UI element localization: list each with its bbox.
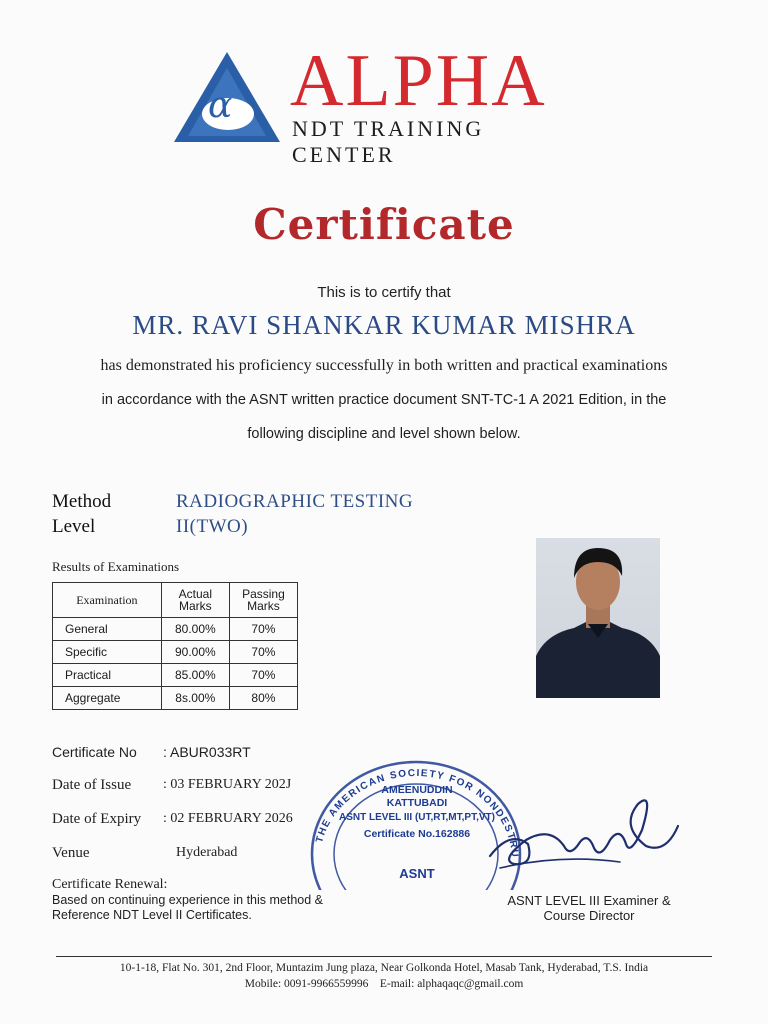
person-silhouette-icon bbox=[536, 538, 660, 698]
row-actual: 80.00% bbox=[161, 618, 229, 641]
row-actual: 90.00% bbox=[161, 641, 229, 664]
footer-divider bbox=[56, 956, 712, 957]
row-passing: 70% bbox=[229, 664, 297, 687]
certificate-title: Certificate bbox=[253, 200, 515, 249]
results-title: Results of Examinations bbox=[52, 559, 180, 574]
header-examination: Examination bbox=[53, 583, 162, 618]
seal-certificate-no: Certificate No.162886 bbox=[363, 828, 471, 840]
table-row bbox=[53, 641, 298, 664]
logo-subtitle: NDT TRAINING CENTER bbox=[292, 116, 485, 167]
method-label: Method bbox=[52, 491, 112, 512]
footer-contact: Mobile: 0091-9966559996 E-mail: alphaqaqc@gmail.com bbox=[244, 978, 524, 990]
results-header-row bbox=[53, 583, 298, 618]
proficiency-line-3: following discipline and level shown below. bbox=[247, 426, 521, 442]
footer-address: 10-1-18, Flat No. 301, 2nd Floor, Muntazim Jung plaza, Near Golkonda Hotel, Masab Tank, Hyderabad, T.S. India bbox=[119, 962, 649, 974]
seal-bottom-text: ASNT bbox=[399, 866, 435, 881]
renewal-line-1: Based on continuing experience in this method & bbox=[52, 893, 324, 907]
examiner-signature-icon bbox=[470, 770, 690, 890]
seal-name-1: AMEENUDDIN bbox=[381, 784, 453, 796]
logo-wordmark: ALPHA bbox=[290, 40, 547, 122]
date-issue-label: Date of Issue bbox=[52, 777, 132, 793]
row-passing: 80% bbox=[229, 687, 297, 710]
row-passing: 70% bbox=[229, 641, 297, 664]
alpha-logo bbox=[172, 40, 592, 167]
recipient-photo bbox=[536, 538, 660, 698]
level-label: Level bbox=[52, 516, 96, 537]
date-expiry-value: : 02 FEBRUARY 2026 bbox=[163, 811, 293, 826]
row-examination: Practical bbox=[53, 664, 162, 687]
date-issue-value: : 03 FEBRUARY 202J bbox=[163, 777, 292, 792]
date-expiry-label: Date of Expiry bbox=[52, 811, 142, 827]
table-row bbox=[53, 687, 298, 710]
certificate-no-label: Certificate No bbox=[52, 744, 137, 760]
row-examination: General bbox=[53, 618, 162, 641]
examiner-line-2: Course Director bbox=[543, 908, 635, 923]
row-actual: 8s.00% bbox=[161, 687, 229, 710]
level-value: II(TWO) bbox=[176, 516, 249, 537]
method-value: RADIOGRAPHIC TESTING bbox=[176, 491, 414, 512]
venue-value: Hyderabad bbox=[176, 845, 238, 860]
proficiency-line-2: in accordance with the ASNT written practice document SNT-TC-1 A 2021 Edition, in the bbox=[101, 392, 667, 408]
venue-label: Venue bbox=[52, 845, 90, 861]
header-actual-marks: Actual Marks bbox=[161, 583, 229, 618]
table-row bbox=[53, 618, 298, 641]
renewal-line-2: Reference NDT Level II Certificates. bbox=[52, 908, 252, 922]
row-actual: 85.00% bbox=[161, 664, 229, 687]
certificate-no-value: : ABUR033RT bbox=[163, 744, 251, 760]
seal-name-2: KATTUBADI bbox=[386, 797, 448, 809]
examiner-line-1: ASNT LEVEL III Examiner & bbox=[507, 893, 671, 908]
recipient-name: MR. RAVI SHANKAR KUMAR MISHRA bbox=[132, 310, 636, 340]
header-passing-marks: Passing Marks bbox=[229, 583, 297, 618]
row-passing: 70% bbox=[229, 618, 297, 641]
renewal-title: Certificate Renewal: bbox=[52, 877, 168, 892]
row-examination: Aggregate bbox=[53, 687, 162, 710]
results-table bbox=[52, 582, 298, 710]
seal-ring-text: THE AMERICAN SOCIETY FOR NONDESTRU bbox=[314, 767, 521, 859]
proficiency-line-1: has demonstrated his proficiency successfully in both written and practical examinations bbox=[100, 357, 668, 374]
examiner-title bbox=[494, 893, 684, 923]
row-examination: Specific bbox=[53, 641, 162, 664]
certify-intro: This is to certify that bbox=[317, 284, 451, 301]
renewal-text bbox=[52, 893, 392, 923]
table-row bbox=[53, 664, 298, 687]
alpha-symbol: α bbox=[208, 85, 233, 126]
seal-level: ASNT LEVEL III (UT,RT,MT,PT,VT) bbox=[339, 812, 495, 823]
